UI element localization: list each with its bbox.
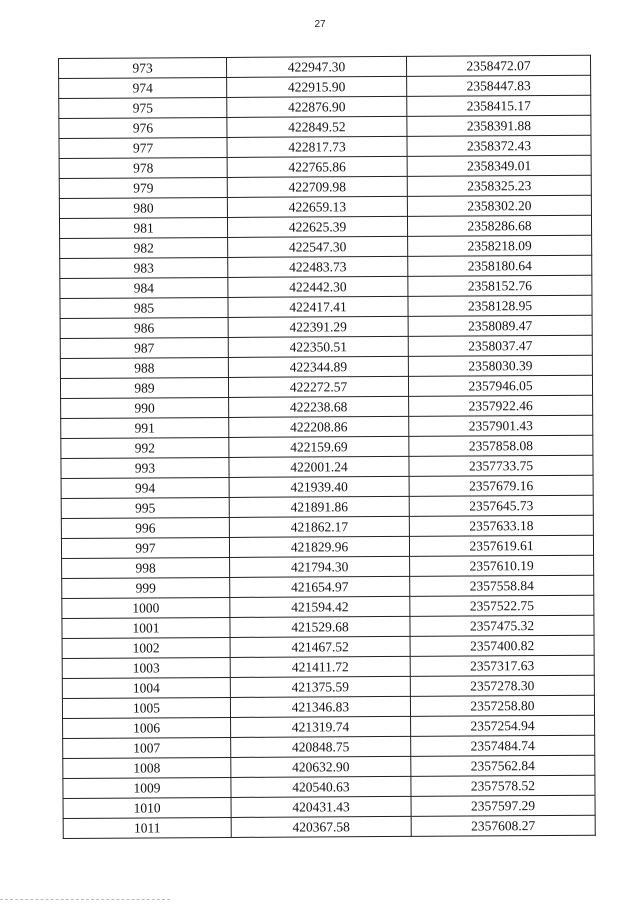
x-coordinate-cell: 422947.30 — [226, 56, 406, 77]
footer-scan-mark — [0, 898, 170, 900]
x-coordinate-cell: 422417.41 — [228, 296, 408, 317]
x-coordinate-cell: 421346.83 — [230, 696, 410, 717]
x-coordinate-cell: 421939.40 — [229, 476, 409, 497]
point-number-cell: 990 — [61, 397, 229, 418]
y-coordinate-cell: 2357901.43 — [409, 415, 593, 436]
x-coordinate-cell: 421319.74 — [231, 716, 411, 737]
y-coordinate-cell: 2358472.07 — [406, 55, 590, 76]
point-number-cell: 993 — [61, 457, 229, 478]
point-number-cell: 977 — [59, 137, 227, 158]
y-coordinate-cell: 2358286.68 — [407, 215, 591, 236]
point-number-cell: 979 — [59, 177, 227, 198]
point-number-cell: 976 — [59, 117, 227, 138]
x-coordinate-cell: 422547.30 — [228, 236, 408, 257]
point-number-cell: 986 — [60, 317, 228, 338]
x-coordinate-cell: 421862.17 — [229, 516, 409, 537]
y-coordinate-cell: 2357317.63 — [410, 655, 594, 676]
point-number-cell: 992 — [61, 437, 229, 458]
x-coordinate-cell: 422765.86 — [227, 156, 407, 177]
y-coordinate-cell: 2358372.43 — [407, 135, 591, 156]
x-coordinate-cell: 421375.59 — [230, 676, 410, 697]
point-number-cell: 985 — [60, 297, 228, 318]
y-coordinate-cell: 2358180.64 — [408, 255, 592, 276]
point-number-cell: 1000 — [62, 597, 230, 618]
y-coordinate-cell: 2358152.76 — [408, 275, 592, 296]
y-coordinate-cell: 2357522.75 — [410, 595, 594, 616]
point-number-cell: 981 — [59, 217, 227, 238]
point-number-cell: 996 — [61, 517, 229, 538]
y-coordinate-cell: 2358391.88 — [407, 115, 591, 136]
x-coordinate-cell: 422915.90 — [227, 76, 407, 97]
x-coordinate-cell: 420848.75 — [231, 736, 411, 757]
y-coordinate-cell: 2358037.47 — [408, 335, 592, 356]
y-coordinate-cell: 2357254.94 — [411, 715, 595, 736]
x-coordinate-cell: 422709.98 — [227, 176, 407, 197]
x-coordinate-cell: 421829.96 — [229, 536, 409, 557]
y-coordinate-cell: 2358415.17 — [407, 95, 591, 116]
y-coordinate-cell: 2358030.39 — [408, 355, 592, 376]
x-coordinate-cell: 420540.63 — [231, 776, 411, 797]
y-coordinate-cell: 2357610.19 — [410, 555, 594, 576]
point-number-cell: 973 — [59, 57, 227, 78]
x-coordinate-cell: 422659.13 — [227, 196, 407, 217]
x-coordinate-cell: 421794.30 — [230, 556, 410, 577]
y-coordinate-cell: 2357645.73 — [409, 495, 593, 516]
point-number-cell: 975 — [59, 97, 227, 118]
point-number-cell: 987 — [60, 337, 228, 358]
x-coordinate-cell: 422344.89 — [228, 356, 408, 377]
x-coordinate-cell: 421654.97 — [230, 576, 410, 597]
point-number-cell: 1010 — [63, 797, 231, 818]
x-coordinate-cell: 421467.52 — [230, 636, 410, 657]
y-coordinate-cell: 2357922.46 — [409, 395, 593, 416]
y-coordinate-cell: 2357400.82 — [410, 635, 594, 656]
x-coordinate-cell: 421594.42 — [230, 596, 410, 617]
x-coordinate-cell: 421411.72 — [230, 656, 410, 677]
point-number-cell: 1003 — [62, 657, 230, 678]
point-number-cell: 1006 — [63, 717, 231, 738]
point-number-cell: 988 — [60, 357, 228, 378]
point-number-cell: 1011 — [63, 817, 231, 838]
x-coordinate-cell: 421529.68 — [230, 616, 410, 637]
point-number-cell: 991 — [61, 417, 229, 438]
y-coordinate-cell: 2357633.18 — [409, 515, 593, 536]
x-coordinate-cell: 420632.90 — [231, 756, 411, 777]
point-number-cell: 978 — [59, 157, 227, 178]
x-coordinate-cell: 422159.69 — [229, 436, 409, 457]
x-coordinate-cell: 420431.43 — [231, 796, 411, 817]
y-coordinate-cell: 2357562.84 — [411, 755, 595, 776]
y-coordinate-cell: 2358218.09 — [408, 235, 592, 256]
y-coordinate-cell: 2358302.20 — [407, 195, 591, 216]
point-number-cell: 1004 — [62, 677, 230, 698]
point-number-cell: 998 — [62, 557, 230, 578]
x-coordinate-cell: 422208.86 — [229, 416, 409, 437]
x-coordinate-cell: 422849.52 — [227, 116, 407, 137]
point-number-cell: 994 — [61, 477, 229, 498]
point-number-cell: 982 — [60, 237, 228, 258]
point-number-cell: 1002 — [62, 637, 230, 658]
x-coordinate-cell: 422238.68 — [229, 396, 409, 417]
x-coordinate-cell: 422001.24 — [229, 456, 409, 477]
y-coordinate-cell: 2357597.29 — [411, 795, 595, 816]
point-number-cell: 974 — [59, 77, 227, 98]
x-coordinate-cell: 422442.30 — [228, 276, 408, 297]
point-number-cell: 1009 — [63, 777, 231, 798]
coordinates-table — [58, 55, 596, 839]
x-coordinate-cell: 422876.90 — [227, 96, 407, 117]
y-coordinate-cell: 2357278.30 — [410, 675, 594, 696]
x-coordinate-cell: 422817.73 — [227, 136, 407, 157]
x-coordinate-cell: 422391.29 — [228, 316, 408, 337]
point-number-cell: 980 — [59, 197, 227, 218]
y-coordinate-cell: 2357484.74 — [411, 735, 595, 756]
y-coordinate-cell: 2358089.47 — [408, 315, 592, 336]
x-coordinate-cell: 422625.39 — [227, 216, 407, 237]
point-number-cell: 1001 — [62, 617, 230, 638]
point-number-cell: 997 — [61, 537, 229, 558]
point-number-cell: 1007 — [63, 737, 231, 758]
page-number: 27 — [314, 19, 326, 30]
point-number-cell: 1008 — [63, 757, 231, 778]
y-coordinate-cell: 2358447.83 — [407, 75, 591, 96]
y-coordinate-cell: 2357946.05 — [408, 375, 592, 396]
y-coordinate-cell: 2357679.16 — [409, 475, 593, 496]
point-number-cell: 999 — [62, 577, 230, 598]
point-number-cell: 989 — [60, 377, 228, 398]
y-coordinate-cell: 2358128.95 — [408, 295, 592, 316]
table-row — [63, 815, 595, 838]
y-coordinate-cell: 2357619.61 — [409, 535, 593, 556]
y-coordinate-cell: 2357258.80 — [410, 695, 594, 716]
y-coordinate-cell: 2357608.27 — [411, 815, 595, 836]
y-coordinate-cell: 2357733.75 — [409, 455, 593, 476]
point-number-cell: 984 — [60, 277, 228, 298]
y-coordinate-cell: 2358349.01 — [407, 155, 591, 176]
point-number-cell: 995 — [61, 497, 229, 518]
point-number-cell: 983 — [60, 257, 228, 278]
y-coordinate-cell: 2358325.23 — [407, 175, 591, 196]
y-coordinate-cell: 2357858.08 — [409, 435, 593, 456]
y-coordinate-cell: 2357475.32 — [410, 615, 594, 636]
y-coordinate-cell: 2357578.52 — [411, 775, 595, 796]
x-coordinate-cell: 422272.57 — [228, 376, 408, 397]
x-coordinate-cell: 421891.86 — [229, 496, 409, 517]
coordinates-table-body — [59, 55, 596, 838]
x-coordinate-cell: 422350.51 — [228, 336, 408, 357]
x-coordinate-cell: 420367.58 — [231, 816, 411, 837]
y-coordinate-cell: 2357558.84 — [410, 575, 594, 596]
x-coordinate-cell: 422483.73 — [228, 256, 408, 277]
point-number-cell: 1005 — [62, 697, 230, 718]
